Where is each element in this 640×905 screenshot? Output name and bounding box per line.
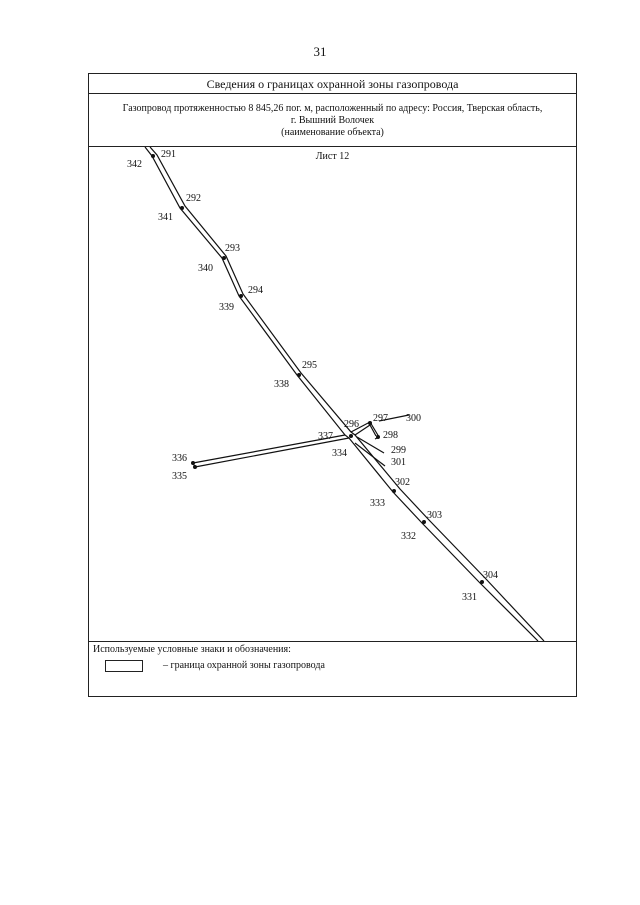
point-label: 335	[172, 471, 187, 482]
sheet-label: Лист 12	[315, 151, 350, 162]
point-label: 333	[370, 498, 385, 509]
map-area	[89, 147, 576, 641]
point-marker	[191, 461, 195, 465]
point-label: 301	[391, 457, 406, 468]
legend-item-label: – граница охранной зоны газопровода	[163, 660, 325, 671]
point-marker	[297, 373, 301, 377]
point-label: 291	[161, 149, 176, 160]
point-marker	[368, 421, 372, 425]
point-marker	[180, 206, 184, 210]
point-marker	[376, 435, 380, 439]
point-label: 340	[198, 263, 213, 274]
point-label: 337	[318, 431, 333, 442]
point-labels	[127, 149, 498, 603]
point-label: 300	[406, 413, 421, 424]
point-marker	[349, 434, 353, 438]
point-marker	[422, 520, 426, 524]
object-line-1: Газопровод протяженностью 8 845,26 пог. м, расположенный по адресу: Россия, Тверская область,	[122, 103, 543, 114]
object-caption: (наименование объекта)	[281, 127, 384, 138]
object-description	[89, 94, 576, 147]
point-label: 293	[225, 243, 240, 254]
point-label: 338	[274, 379, 289, 390]
point-label: 303	[427, 510, 442, 521]
point-label: 336	[172, 453, 187, 464]
document-frame	[88, 73, 577, 697]
page-number: 31	[313, 44, 327, 59]
point-label: 334	[332, 448, 347, 459]
point-marker	[392, 489, 396, 493]
zone-boundary	[145, 147, 544, 641]
point-label: 342	[127, 159, 142, 170]
point-label: 296	[344, 419, 359, 430]
point-label: 339	[219, 302, 234, 313]
point-label: 299	[391, 445, 406, 456]
point-label: 295	[302, 360, 317, 371]
legend-swatch	[105, 660, 143, 672]
point-label: 297	[373, 413, 388, 424]
point-label: 302	[395, 477, 410, 488]
document-title: Сведения о границах охранной зоны газопровода	[89, 74, 576, 94]
point-marker	[193, 465, 197, 469]
point-marker	[239, 294, 243, 298]
point-marker	[222, 256, 226, 260]
point-label: 304	[483, 570, 498, 581]
point-label: 292	[186, 193, 201, 204]
point-label: 331	[462, 592, 477, 603]
legend-title: Используемые условные знаки и обозначения:	[93, 644, 291, 655]
object-line-2: г. Вышний Волочек	[290, 115, 375, 126]
point-label: 332	[401, 531, 416, 542]
point-label: 298	[383, 430, 398, 441]
point-label: 341	[158, 212, 173, 223]
legend	[89, 641, 576, 698]
zone-map	[89, 147, 578, 641]
point-label: 294	[248, 285, 263, 296]
